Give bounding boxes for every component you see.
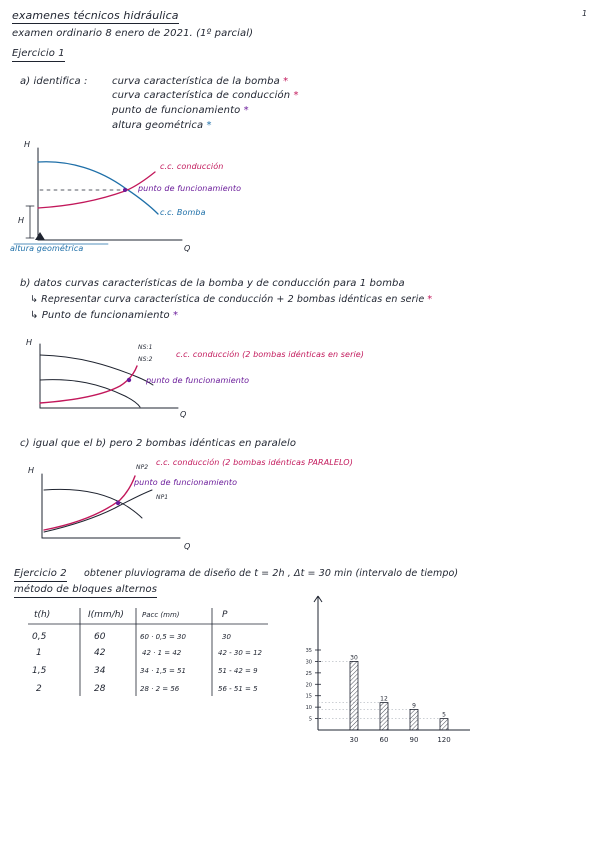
graph-b-ns2-label: NS:2: [138, 356, 153, 363]
operating-point-b: [127, 378, 131, 382]
graph-c-np1-label: NP1: [156, 494, 169, 501]
graph-a-conduccion-label: c.c. conducción: [160, 162, 224, 171]
part-b-line-1: b) datos curvas características de la bomba y de conducción para 1 bomba: [20, 278, 405, 289]
table-cell: 2: [36, 684, 42, 694]
table-cell: 1,5: [32, 666, 47, 676]
table-cell: 28 · 2 = 56: [140, 685, 180, 693]
graph-c-punto-label: punto de funcionamiento: [134, 478, 238, 487]
graph-b-conduccion-label: c.c. conducción (2 bombas idénticas en serie): [176, 350, 365, 359]
table-header-t: t(h): [34, 610, 51, 620]
table-cell: 30: [222, 633, 231, 641]
chart-y-tick-label: 30: [305, 659, 312, 666]
operating-point-a: [123, 188, 127, 192]
graph-c-y-label: H: [28, 466, 35, 475]
graph-a: [14, 148, 182, 244]
table-cell: 60 · 0,5 = 30: [140, 633, 186, 641]
graph-c-conduccion-label: c.c. conducción (2 bombas idénticas PARALELO): [156, 458, 353, 467]
ns1-curve: [40, 355, 153, 385]
hyetograph-chart: [306, 596, 470, 744]
table-cell: 42 · 1 = 42: [142, 649, 182, 657]
graph-c-x-label: Q: [184, 542, 191, 551]
ejercicio2-method: método de bloques alternos: [14, 584, 157, 598]
part-b-line-3: ↳ Punto de funcionamiento *: [30, 310, 179, 321]
table-cell: 42 - 30 = 12: [218, 649, 263, 657]
chart-category-label: 30: [349, 736, 359, 744]
page-number: 1: [582, 9, 588, 18]
table-header-p: P: [222, 610, 228, 620]
table-cell: 34 · 1,5 = 51: [140, 667, 186, 675]
exam-subtitle: examen ordinario 8 enero de 2021. (1º parcial): [12, 28, 254, 39]
graph-c-np2-label: NP2: [136, 464, 149, 471]
table-cell: 0,5: [32, 632, 47, 642]
chart-bar: [380, 703, 388, 730]
graph-b-x-label: Q: [180, 410, 187, 419]
chart-y-tick-label: 25: [305, 670, 312, 677]
ejercicio2-statement: obtener pluviograma de diseño de t = 2h , Δt = 30 min (intervalo de tiempo): [84, 568, 459, 579]
chart-y-tick-label: 15: [305, 693, 312, 700]
page-title: examenes técnicos hidráulica: [12, 9, 179, 22]
chart-data-label: 9: [412, 702, 416, 710]
chart-bar: [350, 661, 358, 730]
ns2-curve: [40, 380, 140, 407]
graph-b-ns1-label: NS:1: [138, 344, 153, 351]
part-c-line-1: c) igual que el b) pero 2 bombas idénticas en paralelo: [20, 438, 297, 449]
graph-a-punto-label: punto de funcionamiento: [138, 184, 242, 193]
ejercicio1-heading: Ejercicio 1: [12, 48, 65, 62]
part-b-line-2: ↳ Representar curva característica de conducción + 2 bombas idénticas en serie *: [30, 294, 433, 305]
chart-bar: [410, 709, 418, 730]
table-cell: 1: [36, 648, 42, 658]
operating-point-c: [116, 501, 120, 505]
chart-y-tick-label: 10: [305, 705, 312, 712]
part-a-item-4: altura geométrica *: [112, 120, 212, 131]
table-header-i: I(mm/h): [88, 610, 124, 620]
chart-category-label: 60: [379, 736, 389, 744]
chart-y-tick-label: 5: [308, 716, 312, 723]
graph-b-y-label: H: [26, 338, 33, 347]
chart-bar: [440, 719, 448, 730]
part-a-label: a) identifica :: [20, 76, 88, 87]
np1-curve: [44, 489, 142, 518]
chart-category-label: 90: [409, 736, 419, 744]
table-cell: 56 - 51 = 5: [218, 685, 258, 693]
table-cell: 42: [94, 648, 106, 658]
part-a-item-3: punto de funcionamiento *: [112, 105, 249, 116]
table-header-pacc: Pacc (mm): [142, 611, 180, 619]
graph-b-punto-label: punto de funcionamiento: [146, 376, 250, 385]
table-cell: 60: [94, 632, 106, 642]
chart-data-label: 30: [350, 654, 358, 662]
graph-a-y-label: H: [24, 140, 31, 149]
part-a-item-2: curva característica de conducción *: [112, 90, 299, 101]
graph-a-h-mark: H: [18, 216, 25, 225]
table-cell: 34: [94, 666, 106, 676]
graph-a-altura-label: altura geométrica: [10, 244, 84, 253]
chart-y-tick-label: 35: [305, 648, 312, 654]
chart-y-tick-label: 20: [305, 682, 312, 689]
table-cell: 28: [94, 684, 106, 694]
graph-a-bomba-label: c.c. Bomba: [160, 208, 206, 217]
chart-data-label: 12: [380, 695, 388, 703]
part-a-item-1: curva característica de la bomba *: [112, 76, 289, 87]
table-cell: 51 - 42 = 9: [218, 667, 258, 675]
ejercicio2-heading: Ejercicio 2: [14, 568, 67, 582]
chart-category-label: 120: [437, 736, 451, 744]
chart-data-label: 5: [442, 711, 446, 719]
graph-a-x-label: Q: [184, 244, 191, 253]
